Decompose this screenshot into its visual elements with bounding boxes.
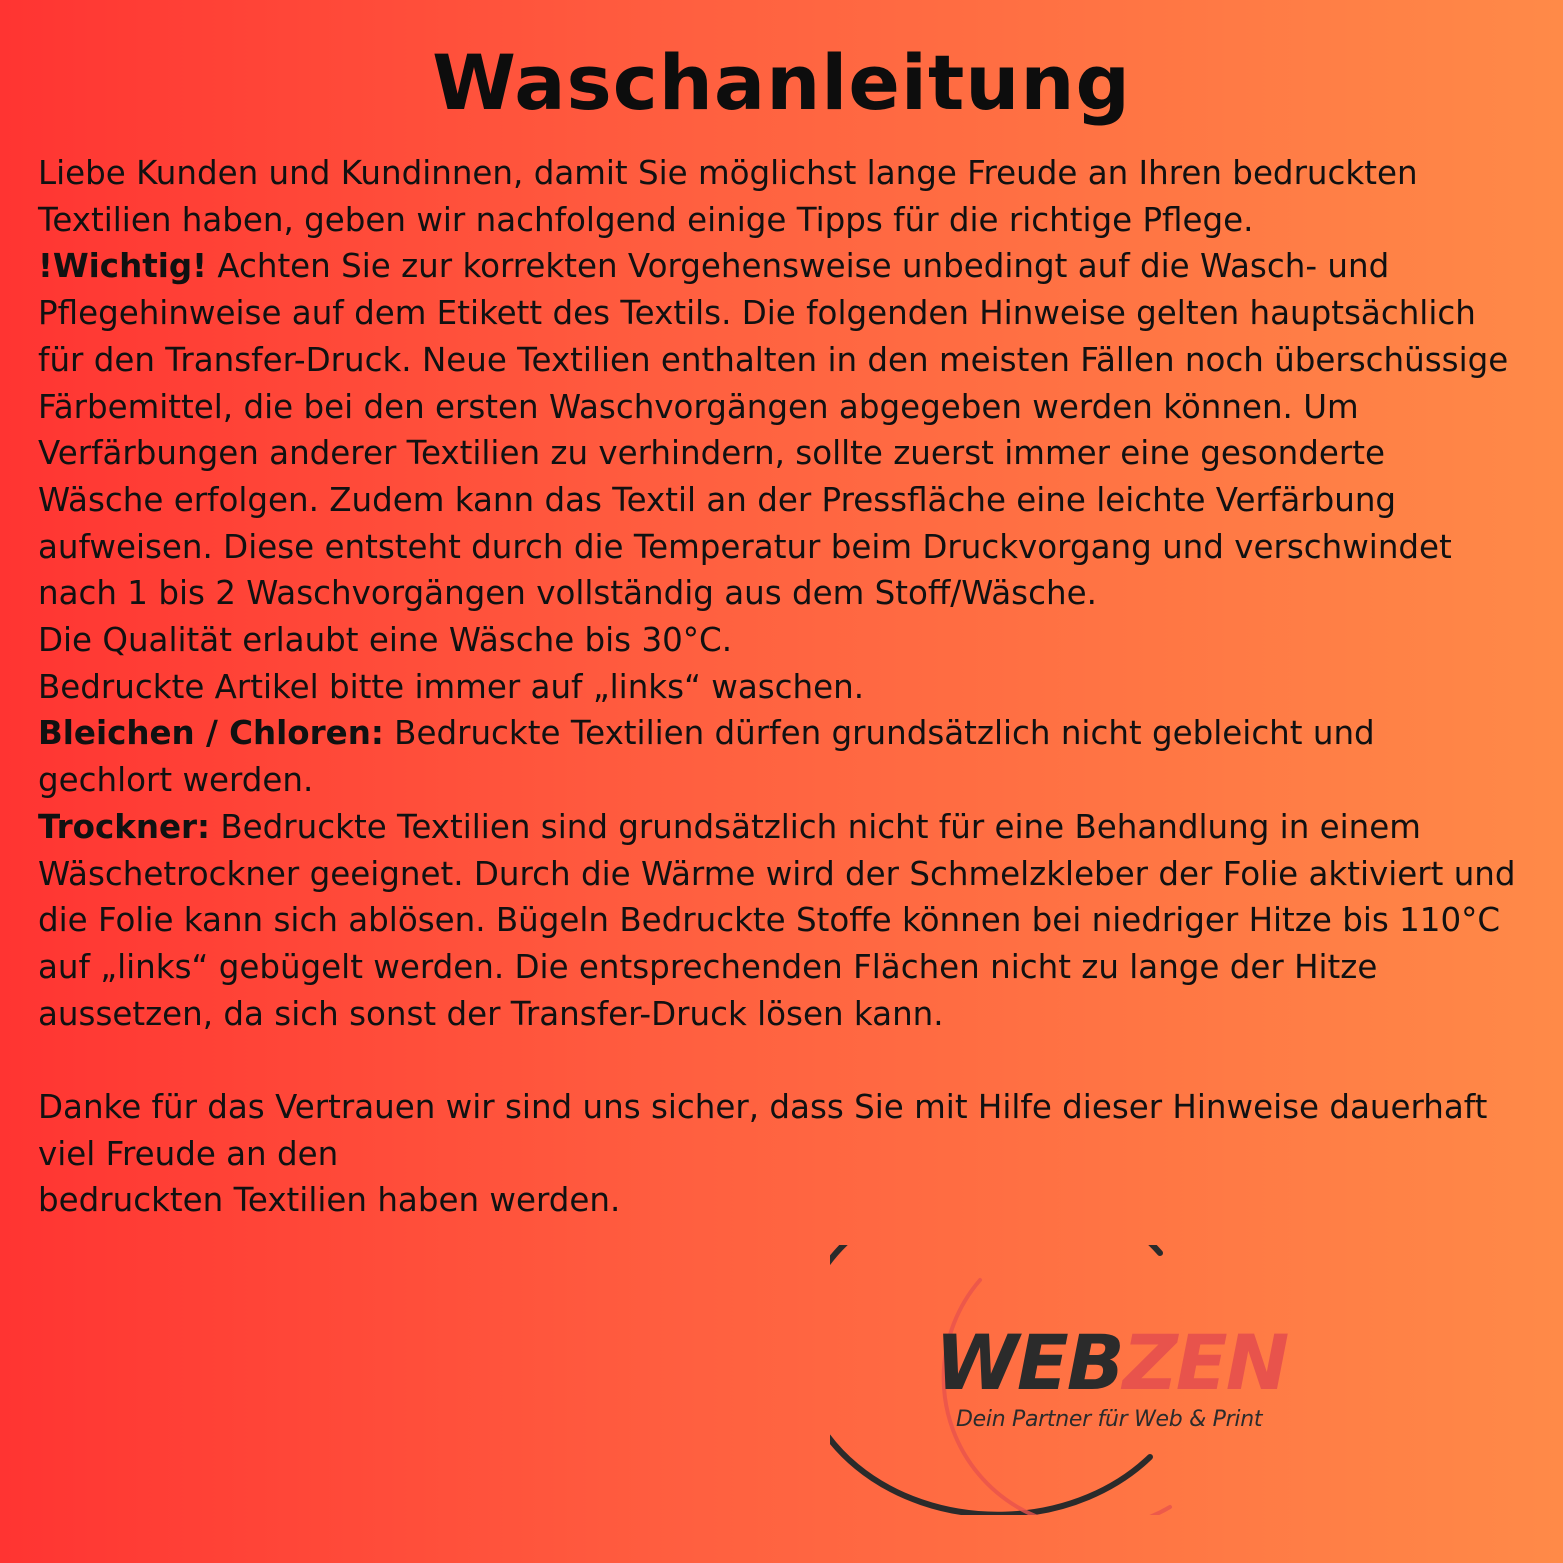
quality-paragraph: Die Qualität erlaubt eine Wäsche bis 30°C. [38, 621, 733, 660]
bleach-text: Bedruckte Textilien dürfen grundsätzlich nicht gebleicht und gechlort werden. [38, 714, 1375, 800]
dryer-paragraph [38, 804, 1518, 1038]
webzen-logo [830, 1245, 1290, 1515]
inside-out-paragraph: Bedruckte Artikel bitte immer auf „links“ waschen. [38, 667, 865, 706]
logo-slogan: Dein Partner für Web & Print [956, 1407, 1263, 1432]
instructions-body [38, 150, 1518, 1224]
page-title: Waschanleitung [432, 38, 1131, 127]
important-label: !Wichtig! [38, 247, 207, 286]
important-paragraph [38, 243, 1518, 617]
thanks-paragraph: Danke für das Vertrauen wir sind uns sicher, dass Sie mit Hilfe dieser Hinweise dauerhaft viel Freude an den [38, 1088, 1488, 1173]
thanks-paragraph-end: bedruckten Textilien haben werden. [38, 1181, 621, 1220]
bleach-label: Bleichen / Chloren: [38, 714, 384, 753]
intro-paragraph: Liebe Kunden und Kundinnen, damit Sie möglichst lange Freude an Ihren bedruckten Textilien haben, geben wir nachfolgend einige Tipps für die richtige Pflege. [38, 154, 1418, 239]
paragraph-spacer [38, 1037, 1518, 1084]
logo-wordmark [935, 1318, 1288, 1407]
dryer-text: Bedruckte Textilien sind grundsätzlich nicht für eine Behandlung in einem Wäschetrockner geeignet. Durch die Wärme wird der Schmelzkleber der Folie aktiviert und die Folie kann sich ablösen. Bügeln Bedruckte Stoffe können bei niedriger Hitze bis 110°C auf „links“ gebügelt werden. Die entsprechenden Flächen nicht zu lange der Hitze aussetzen, da sich sonst der Transfer-Druck lösen kann. [38, 807, 1516, 1033]
bleach-paragraph [38, 710, 1518, 803]
dryer-label: Trockner: [38, 807, 211, 846]
logo-word-accent: ZEN [1122, 1318, 1288, 1407]
important-text: Achten Sie zur korrekten Vorgehensweise unbedingt auf die Wasch- und Pflegehinweise auf dem Etikett des Textils. Die folgenden Hinweise gelten hauptsächlich für den Transfer-Druck. Neue Textilien enthalten in den meisten Fällen noch überschüssige Färbemittel, die bei den ersten Waschvorgängen abgegeben werden können. Um Verfärbungen anderer Textilien zu verhindern, sollte zuerst immer eine gesonderte Wäsche erfolgen. Zudem kann das Textil an der Pressfläche eine leichte Verfärbung aufweisen. Diese entsteht durch die Temperatur beim Druckvorgang und verschwindet nach 1 bis 2 Waschvorgängen vollständig aus dem Stoff/Wäsche. [38, 247, 1509, 613]
logo-word-dark: WEB [935, 1318, 1123, 1407]
